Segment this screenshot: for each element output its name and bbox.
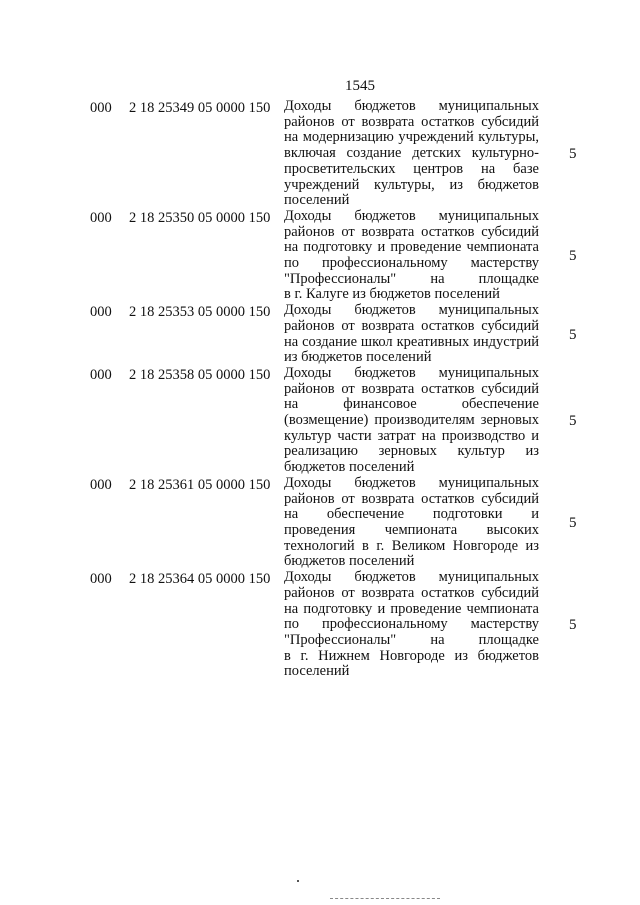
description-line: районов от возврата остатков субсидий [284,584,539,601]
table-row [0,366,640,476]
amount-value: 5 [569,412,577,429]
table-row [0,303,640,366]
income-description [284,366,539,476]
description-line: бюджетов поселений [284,553,415,570]
description-line: поселений [284,663,350,680]
amount-value: 5 [569,248,577,265]
description-line: на подготовку и проведение чемпионата [284,600,539,617]
description-line: в г. Калуге из бюджетов поселений [284,286,500,303]
amount-value: 5 [569,326,577,343]
description-line: поселений [284,192,350,209]
page-number: 1545 [345,78,375,94]
description-line: культур части затрат на производство и [284,427,539,444]
description-line: "Профессионалы" на площадке [284,270,539,287]
amount-value: 5 [569,617,577,634]
admin-code: 000 [90,476,112,493]
table-row [0,570,640,680]
description-line: Доходы бюджетов муниципальных [284,474,539,491]
description-line: бюджетов поселений [284,459,415,476]
description-line: на создание школ креативных индустрий [284,333,539,350]
scan-artifact-line [330,898,440,900]
admin-code: 000 [90,100,112,116]
description-line: учреждений культуры, из бюджетов [284,176,539,193]
description-line: по профессиональному мастерству [284,616,539,633]
description-line: в г. Нижнем Новгороде из бюджетов [284,647,539,664]
description-line: на подготовку и проведение чемпионата [284,239,539,256]
budget-classification-code: 2 18 25358 05 0000 150 [129,366,271,383]
description-line: Доходы бюджетов муниципальных [284,207,539,224]
description-line: из бюджетов поселений [284,349,432,366]
amount-value: 5 [569,514,577,531]
description-line: реализацию зерновых культур из [284,443,539,460]
admin-code: 000 [90,571,112,588]
budget-classification-code: 2 18 25350 05 0000 150 [129,209,271,226]
description-line: районов от возврата остатков субсидий [284,380,539,397]
income-description [284,303,539,366]
description-line: просветительских центров на базе [284,160,539,177]
description-line: Доходы бюджетов муниципальных [284,569,539,586]
income-description [284,209,539,303]
income-description [284,476,539,570]
description-line: проведения чемпионата высоких [284,521,539,538]
description-line: по профессиональному мастерству [284,255,539,272]
scan-artifact-dot [297,880,299,882]
description-line: на модернизацию учреждений культуры, [284,129,539,146]
income-description [284,99,539,209]
description-line: Доходы бюджетов муниципальных [284,302,539,319]
table-row [0,99,640,209]
income-description [284,570,539,680]
description-line: районов от возврата остатков субсидий [284,490,539,507]
budget-classification-code: 2 18 25361 05 0000 150 [129,476,271,493]
budget-classification-code: 2 18 25349 05 0000 150 [129,100,271,116]
description-line: включая создание детских культурно- [284,145,539,162]
description-line: "Профессионалы" на площадке [284,631,539,648]
description-line: на финансовое обеспечение [284,396,539,413]
description-line: Доходы бюджетов муниципальных [284,364,539,381]
admin-code: 000 [90,366,112,383]
description-line: районов от возврата остатков субсидий [284,317,539,334]
admin-code: 000 [90,304,112,321]
description-line: Доходы бюджетов муниципальных [284,98,539,114]
amount-value: 5 [569,145,577,162]
budget-code-table [0,99,640,680]
table-row [0,209,640,303]
description-line: районов от возврата остатков субсидий [284,223,539,240]
budget-classification-code: 2 18 25364 05 0000 150 [129,571,271,588]
description-line: районов от возврата остатков субсидий [284,113,539,130]
description-line: на обеспечение подготовки и [284,506,539,523]
description-line: технологий в г. Великом Новгороде из [284,537,539,554]
table-row [0,476,640,570]
budget-classification-code: 2 18 25353 05 0000 150 [129,304,271,321]
admin-code: 000 [90,209,112,226]
description-line: (возмещение) производителям зерновых [284,412,539,429]
